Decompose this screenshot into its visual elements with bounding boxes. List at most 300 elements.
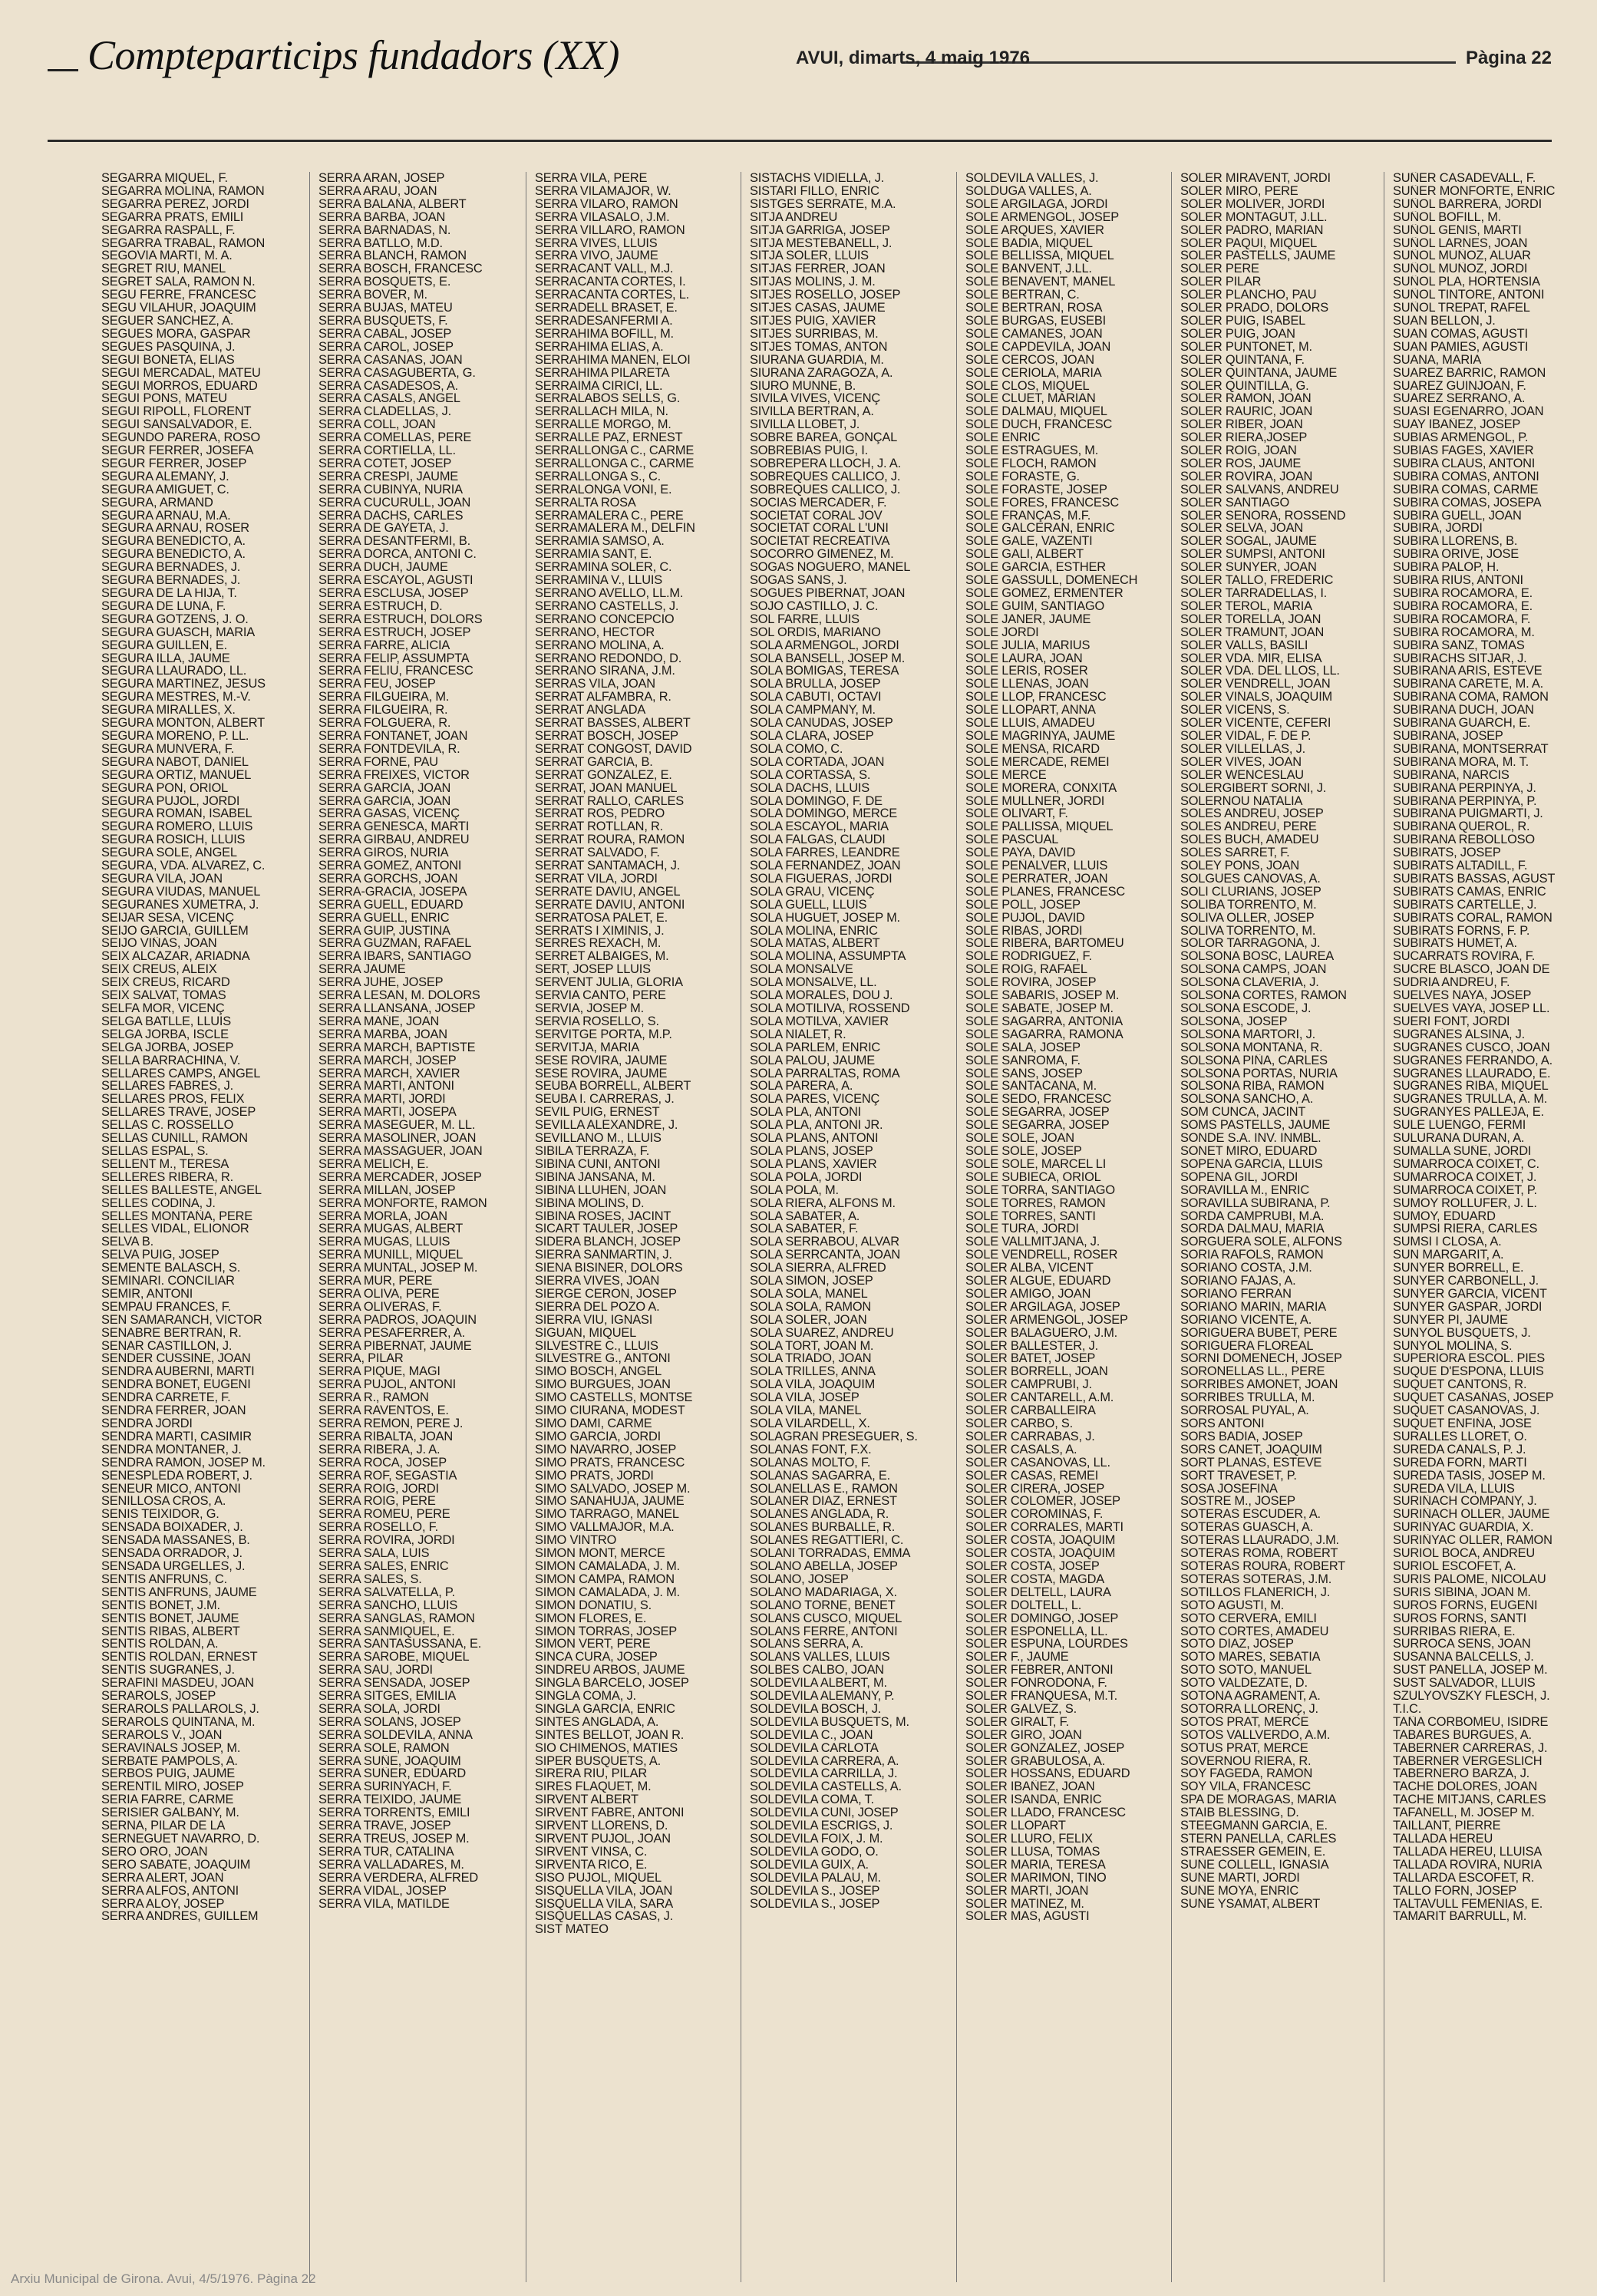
list-item: SERRA VILARO, RAMON (535, 197, 678, 211)
list-item: SOLER PADRO, MARIAN (1180, 223, 1324, 237)
list-item: SEGURA MUNVERA, F. (101, 742, 235, 756)
list-item: SOLEY PONS, JOAN (1180, 859, 1299, 873)
list-item: SOLDEVILA CARRERA, A. (750, 1754, 899, 1768)
list-item: SUBIRA CLAUS, ANTONI (1393, 457, 1536, 470)
list-item: SERVIA, JOSEP M. (535, 1002, 644, 1015)
list-item: SOLER MIRAVENT, JORDI (1180, 172, 1331, 185)
list-item: SOLES SARRET, F. (1180, 846, 1290, 860)
list-item: SOGAS SANS, J. (750, 574, 847, 587)
list-item: SEGURA ALEMANY, J. (101, 470, 229, 483)
list-item: SUGRAÑES ALSINA, J. (1393, 1028, 1525, 1041)
list-item: SUQUET CANTONS, R. (1393, 1378, 1527, 1392)
list-item: SERRA DORCA, ANTONI C. (318, 548, 477, 562)
list-item: SOLA FARRES, LEANDRE (750, 846, 900, 860)
list-item: SERRA OLIVA, PERE (318, 1287, 440, 1301)
list-item: SENDRA MARTI, CASIMIR (101, 1430, 252, 1443)
list-item: SOSTRE M., JOSEP (1180, 1495, 1295, 1509)
list-item: SOTILLOS FLANERICH, J. (1180, 1585, 1331, 1599)
list-item: SOLER SUNYER, JOAN (1180, 561, 1317, 575)
list-item: SERRAT BOSCH, JOSEP (535, 729, 678, 743)
list-item: SISTGES SERRATE, M.A. (750, 197, 896, 211)
list-item: SOTORRA LLORENÇ, J. (1180, 1702, 1318, 1716)
list-item: TAMARIT BARRULL, M. (1393, 1910, 1527, 1924)
list-item: SOL FARRE, LLUIS (750, 612, 860, 626)
list-item: SERRA FILGUEIRA, M. (318, 691, 450, 704)
list-item: SOLANAS FONT, F.X. (750, 1443, 872, 1456)
list-item: SOLA CAMPMANY, M. (750, 704, 876, 718)
list-item: SOLER ARMENGOL, JOSEP (965, 1313, 1128, 1327)
list-item: SEGURA ORTIZ, MANUEL (101, 768, 252, 782)
list-item: SOLDEVILA ALEMANY, P. (750, 1690, 895, 1703)
list-item: SIMO SANAHUJA, JAUME (535, 1495, 685, 1509)
list-item: SERRA JUHE, JOSEP (318, 976, 444, 990)
list-item: SIMON CAMALADA, J. M. (535, 1585, 680, 1599)
list-item: SENILLOSA CROS, A. (101, 1495, 226, 1509)
list-item: SOLA TORT, JOAN M. (750, 1339, 874, 1353)
list-item: SOLA SIERRA, ALFRED (750, 1262, 886, 1275)
list-item: SUROS FORNS, EUGENI (1393, 1598, 1538, 1612)
list-item: SOLER PASTELLS, JAUME (1180, 249, 1336, 263)
list-item: SOLA MONSALVE (750, 963, 853, 977)
list-item: SOLA CANUDAS, JOSEP (750, 717, 893, 730)
list-item: SEIX SALVAT, TOMAS (101, 989, 226, 1002)
list-item: SERRATOSA PALET, E. (535, 911, 668, 925)
list-item: SOLANO, JOSEP (750, 1572, 849, 1586)
list-item: SIMO VINTRO (535, 1534, 617, 1548)
list-item: SUROS FORNS, SANTI (1393, 1611, 1526, 1625)
list-item: SEGURA MARTINEZ, JESUS (101, 678, 266, 691)
list-item: SOLA POLA, M. (750, 1183, 839, 1197)
list-item: SOLANES REGATTIERI, C. (750, 1534, 904, 1548)
list-item: SINTES BELLOT, JOAN R. (535, 1728, 685, 1742)
list-item: SERRA ALERT, JOAN (101, 1871, 224, 1885)
page-title: Compteparticips fundadors (XX) (87, 32, 619, 78)
list-item: SEGUI MORROS, EDUARD (101, 379, 258, 393)
list-item: SOLER ALBA, VICENT (965, 1262, 1094, 1275)
list-item: SERRAMINA V., LLUIS (535, 574, 662, 587)
list-item: SOLE DUCH, FRANCESC (965, 418, 1113, 432)
list-item: SOLE OLIVART, F. (965, 807, 1068, 821)
list-item: SOLA MOTILVA, XAVIER (750, 1014, 889, 1028)
list-item: SERRAT VILA, JORDI (535, 872, 658, 886)
list-item: SERRA MONFORTE, RAMON (318, 1196, 487, 1210)
list-item: SOLANI TORRADAS, EMMA (750, 1547, 911, 1560)
list-item: SERRA MERCADER, JOSEP (318, 1170, 482, 1184)
list-item: SOLA SOLER, JOAN (750, 1313, 867, 1327)
list-item: SOLE SABARIS, JOSEP M. (965, 989, 1120, 1002)
list-item: SENTIS ROLDAN, ERNEST (101, 1651, 258, 1664)
list-item: SEGURA MESTRES, M.-V. (101, 691, 251, 704)
list-item: SESE ROVIRA, JAUME (535, 1054, 668, 1067)
header-rule-left (48, 69, 78, 71)
list-item: SERRAT GARCIA, B. (535, 755, 653, 769)
list-item: SIDERA BLANCH, JOSEP (535, 1235, 681, 1249)
list-item: SOLE LERIS, ROSER (965, 665, 1088, 678)
list-item: SOLE SUBIECA, ORIOL (965, 1170, 1101, 1184)
list-item: SERVIA ROSELLO, S. (535, 1014, 659, 1028)
list-item: SORS BADIA, JOSEP (1180, 1430, 1303, 1443)
list-item: SORIA RAFOLS, RAMON (1180, 1249, 1324, 1262)
list-item: SUCRE BLASCO, JOAN DE (1393, 963, 1550, 977)
list-item: SERRA BUSQUETS, F. (318, 314, 448, 328)
list-item: SOLA FERNANDEZ, JOAN (750, 859, 901, 873)
list-item: SERRAT ALFAMBRA, R. (535, 691, 671, 704)
list-item: SERRA SITGES, EMILIA (318, 1690, 457, 1703)
list-item: SERRA LLANSANA, JOSEP (318, 1002, 476, 1015)
list-item: TACHE DOLORES, JOAN (1393, 1780, 1538, 1794)
list-item: SENDRA JORDI (101, 1417, 193, 1430)
list-item: SERRA FILGUEIRA, R. (318, 704, 448, 718)
list-item: SERRA VILLARO, RAMON (535, 223, 685, 237)
list-item: SOLER WENCESLAU (1180, 768, 1304, 782)
list-item: SIVILLA LLOBET, J. (750, 418, 860, 432)
list-item: SOBREBIAS PUIG, I. (750, 444, 868, 457)
list-item: SOLES ANDREU, PERE (1180, 820, 1317, 834)
list-item: SERRAMINA SOLER, C. (535, 561, 672, 575)
list-item: SEGUR FERRER, JOSEFA (101, 444, 254, 457)
list-item: SOLA NIALET, R. (750, 1028, 846, 1041)
list-item: SOLER COSTA, JOAQUIM (965, 1534, 1116, 1548)
list-item: SIERGE CERON, JOSEP (535, 1287, 677, 1301)
list-item: SERRA MARTI, JORDI (318, 1093, 446, 1107)
list-item: SOLE PEÑALVER, LLUIS (965, 859, 1108, 873)
list-item: SEGARRA RASPALL, F. (101, 223, 236, 237)
list-item: SZULYOVSZKY FLESCH, J. (1393, 1690, 1550, 1703)
list-item: SUBIRANA PUIGMARTI, J. (1393, 807, 1543, 821)
list-item: SOLER RAMON, JOAN (1180, 392, 1312, 406)
list-item: TAILLANT, PIERRE (1393, 1819, 1501, 1833)
list-item: SIRVENT FABRE, ANTONI (535, 1806, 685, 1820)
list-item: SUÑOL LARNES, JOAN (1393, 236, 1528, 250)
list-item: SERAROLS QUINTANA, M. (101, 1715, 256, 1729)
list-item: SOCIETAT CORAL L'UNI (750, 522, 889, 536)
list-item: SOLA VILA, JOSEP (750, 1391, 860, 1405)
list-item: SOLE SALA, JOSEP (965, 1041, 1081, 1054)
list-item: SOLE PERRATER, JOAN (965, 872, 1108, 886)
list-item: SUREDA CANALS, P. J. (1393, 1443, 1526, 1456)
list-item: SERRATE DAVIU, ANGEL (535, 885, 681, 899)
list-item: SILVESTRE C., LLUIS (535, 1339, 658, 1353)
list-item: SERRANO MOLINA, A. (535, 638, 665, 652)
list-item: SOY VILA, FRANCESC (1180, 1780, 1312, 1794)
list-item: SOLA COMO, C. (750, 742, 843, 756)
list-item: SOLE BELLISSA, MIQUEL (965, 249, 1114, 263)
list-item: SOLER SOGAL, JAUME (1180, 535, 1317, 549)
list-item: SORS ANTONI (1180, 1417, 1265, 1430)
list-item: SITJA MESTEBANELL, J. (750, 236, 893, 250)
list-item: SENABRE BERTRAN, R. (101, 1326, 242, 1340)
list-item: SOLGUES CANOVAS, A. (1180, 872, 1321, 886)
list-item: SOCORRO GIMENEZ, M. (750, 548, 894, 562)
list-item: SERRA MUGAS, ALBERT (318, 1222, 464, 1236)
list-item: SUNYOL MOLINA, S. (1393, 1339, 1513, 1353)
list-item: SITJA GARRIGA, JOSEP (750, 223, 890, 237)
list-item: SERRAMIA SANT, E. (535, 548, 652, 562)
list-item: SEGUES MORA, GASPAR (101, 327, 251, 341)
list-item: SUREDA VILA, LLUIS (1393, 1482, 1515, 1496)
list-item: SEUBA I. CARRERAS, J. (535, 1093, 675, 1107)
list-item: SERRA IBARS, SANTIAGO (318, 950, 471, 964)
list-item: SERIA FARRE, CARME (101, 1793, 234, 1807)
list-item: SERRAHIMA MANEN, ELOI (535, 353, 691, 367)
list-item: SERRA COMELLAS, PERE (318, 431, 472, 445)
list-item: SORIANO MARIN, MARIA (1180, 1300, 1326, 1314)
list-item: SOLE SOLE, JOSEP (965, 1144, 1082, 1158)
list-item: SUBIAS FAGES, XAVIER (1393, 444, 1534, 457)
list-item: SOLER MONTAGUT, J.LL. (1180, 210, 1328, 224)
list-item: SERRA SALVATELLA, P. (318, 1585, 455, 1599)
list-item: SERRA VILASALO, J.M. (535, 210, 670, 224)
list-item: SORT PLANAS, ESTEVE (1180, 1456, 1322, 1470)
list-item: SERRA RIBERA, J. A. (318, 1443, 440, 1456)
list-item: SERRA GIROS, NURIA (318, 846, 449, 860)
list-item: SOLE LLOP, FRANCESC (965, 691, 1107, 704)
list-item: SOLER CARRABAS, J. (965, 1430, 1095, 1443)
list-item: SUBIRA GUELL, JOAN (1393, 509, 1522, 523)
list-item: SORONELLAS LL., PERE (1180, 1365, 1325, 1379)
list-item: SERRA ROVIRA, JORDI (318, 1534, 455, 1548)
list-item: SOLE MENSA, RICARD (965, 742, 1100, 756)
list-item: SOLE JULIA, MARIUS (965, 638, 1091, 652)
list-item: SOLDEVILA COMA, T. (750, 1793, 874, 1807)
list-item: SOLER BATET, JOSEP (965, 1352, 1096, 1366)
list-item: SERRAT ROTLLAN, R. (535, 820, 664, 834)
list-item: SERRA REMON, PERE J. (318, 1417, 464, 1430)
list-item: SOLA PALOU, JAUME (750, 1054, 875, 1067)
list-item: SERRA JAUME (318, 963, 406, 977)
list-item: SERRA VIDAL, JOSEP (318, 1884, 447, 1898)
list-item: SOLER QUINTANA, F. (1180, 353, 1305, 367)
list-item: SUERI FONT, JORDI (1393, 1014, 1510, 1028)
list-item: SERAROLS, JOSEP (101, 1690, 216, 1703)
list-item: SERRA ROIG, PERE (318, 1495, 436, 1509)
list-item: SERRA PESAFERRER, A. (318, 1326, 465, 1340)
list-item: SOLER ESPUÑA, LOURDES (965, 1638, 1128, 1651)
list-item: SERRA LESAN, M. DOLORS (318, 989, 480, 1002)
list-item: SOTERAS ESCUDER, A. (1180, 1508, 1321, 1522)
list-item: SORT TRAVESET, P. (1180, 1469, 1297, 1483)
list-item: SOLE BADIA, MIQUEL (965, 236, 1093, 250)
list-item: SEMPAU FRANCES, F. (101, 1300, 232, 1314)
list-item: SOLER MOLIVER, JORDI (1180, 197, 1325, 211)
list-item: SIMO BOSCH, ANGEL (535, 1365, 662, 1379)
list-item: SOLER VENDRELL, JOAN (1180, 678, 1331, 691)
list-item: SERRA R., RAMON (318, 1391, 429, 1405)
list-item: SOLDEVILA FOIX, J. M. (750, 1833, 883, 1846)
list-item: SURIOL ESCOFET, A. (1393, 1559, 1516, 1573)
list-item: SERRAT ROS, PEDRO (535, 807, 665, 821)
list-item: SURIS SIBINA, JOAN M. (1393, 1585, 1531, 1599)
list-item: SELVA PUIG, JOSEP (101, 1249, 219, 1262)
list-item: SOLE GALCERAN, ENRIC (965, 522, 1115, 536)
list-item: SOLER COSTA, MAGDA (965, 1572, 1104, 1586)
list-item: SERRA PADROS, JOAQUIN (318, 1313, 477, 1327)
list-item: SEGARRA TRABAL, RAMON (101, 236, 266, 250)
list-item: SOLSONA RIBA, RAMON (1180, 1080, 1325, 1094)
list-item: SEIJAR SESA, VICENÇ (101, 911, 234, 925)
list-item: SEGURA, ARMAND (101, 496, 213, 510)
list-item: SOLE FRANÇAS, M.F. (965, 509, 1091, 523)
list-item: SEGARRA MOLINA, RAMON (101, 184, 265, 198)
list-item: SOLE PLANES, FRANCESC (965, 885, 1126, 899)
list-item: SORAVILLA SUBIRANA, P. (1180, 1196, 1331, 1210)
list-item: SERRA MARTI, JOSEPA (318, 1106, 457, 1120)
list-item: SUNYER GASPAR, JORDI (1393, 1300, 1543, 1314)
list-item: SERRA COTET, JOSEP (318, 457, 452, 470)
list-item: SENDRA AUBERNI, MARTI (101, 1365, 255, 1379)
list-item: SOLE ESTRAGUES, M. (965, 444, 1099, 457)
list-item: SOTO MARES, SEBATIA (1180, 1651, 1321, 1664)
list-item: SORROSAL PUYAL, A. (1180, 1404, 1309, 1417)
list-item: SOLE JORDI (965, 625, 1039, 639)
list-item: SERRA-GRACIA, JOSEPA (318, 885, 467, 899)
list-item: SOLA SABATER, F. (750, 1222, 859, 1236)
list-item: SINGLA GARCIA, ENRIC (535, 1702, 675, 1716)
list-item: SERAFINI MASDEU, JOAN (101, 1677, 254, 1691)
list-item: SURRIBAS RIERA, E. (1393, 1625, 1516, 1638)
list-item: SERRA BATLLO, M.D. (318, 236, 443, 250)
list-item: SOLE GALE, VAZENTI (965, 535, 1093, 549)
list-item: SEGURA, VDA. ALVAREZ, C. (101, 859, 266, 873)
list-item: SIMO SALVADO, JOSEP M. (535, 1482, 691, 1496)
list-item: TALLADA ROVIRA, NURIA (1393, 1858, 1543, 1872)
list-item: SERRALLONGA C., CARME (535, 457, 695, 470)
list-item: SERRAHIMA ELIAS, A. (535, 340, 664, 354)
list-item: SUELVES VAYA, JOSEP LL. (1393, 1002, 1550, 1015)
list-item: SOLDEVILA BOSCH, J. (750, 1702, 882, 1716)
list-item: SERRA, PILAR (318, 1352, 404, 1366)
list-item: SERVIA CANTO, PERE (535, 989, 666, 1002)
list-item: SEGURA ROMAN, ISABEL (101, 807, 252, 821)
list-item: SOLER VIDAL, F. DE P. (1180, 729, 1312, 743)
list-item: SOLER PRADO, DOLORS (1180, 302, 1328, 315)
list-item: SIVILLA BERTRAN, A. (750, 405, 874, 419)
list-item: SUELVES NAYA, JOSEP (1393, 989, 1532, 1002)
list-item: SENTIS BONET, J.M. (101, 1598, 220, 1612)
list-item: STERN PANELLA, CARLES (1180, 1833, 1337, 1846)
list-item: SOLA MONSALVE, LL. (750, 976, 877, 990)
list-item: SULURANA DURAN, A. (1393, 1132, 1525, 1145)
list-item: SOLSONA, JOSEP (1180, 1014, 1288, 1028)
list-item: SUÑOL TREPAT, RAFEL (1393, 302, 1530, 315)
list-item: SERRA GUELL, ENRIC (318, 911, 450, 925)
list-item: SIGUAN, MIQUEL (535, 1326, 636, 1340)
list-item: SERRA CUCURULL, JOAN (318, 496, 471, 510)
list-item: SERRA CLADELLAS, J. (318, 405, 451, 419)
list-item: SERRA TORRENTS, EMILI (318, 1806, 470, 1820)
list-item: SOLE RODRIGUEZ, F. (965, 950, 1092, 964)
list-item: SOLER CIRERA, JOSEP (965, 1482, 1105, 1496)
list-item: SIVILA VIVES, VICENÇ (750, 392, 880, 406)
list-item: SEGURA BERNADES, J. (101, 574, 241, 587)
list-item: SOLA PARRALTAS, ROMA (750, 1067, 900, 1080)
list-item: SOLE FORASTE, G. (965, 470, 1080, 483)
list-item: SOLER CASALS, A. (965, 1443, 1077, 1456)
list-item: SUBIRANA PERPINYA, J. (1393, 781, 1536, 795)
list-item: SERRA DE GAYETA, J. (318, 522, 449, 536)
list-item: SERRA CRESPI, JAUME (318, 470, 459, 483)
list-item: SERRA ALFOS, ANTONI (101, 1884, 239, 1898)
list-item: SOLDEVILA CASTELLS, A. (750, 1780, 902, 1794)
list-item: SORNI DOMENECH, JOSEP (1180, 1352, 1342, 1366)
list-item: SOLE MERCADE, REMEI (965, 755, 1110, 769)
list-item: SUGRAÑES LLAURADO, E. (1393, 1067, 1551, 1080)
list-item: SERRAT, JOAN MANUEL (535, 781, 678, 795)
list-item: SELLES BALLESTE, ANGEL (101, 1183, 262, 1197)
list-item: SILVESTRE G., ANTONI (535, 1352, 671, 1366)
list-item: SERRA VILA, MATILDE (318, 1897, 450, 1911)
list-item: SEGURA ARNAU, ROSER (101, 522, 249, 536)
list-item: SOLE ENRIC (965, 431, 1041, 445)
list-item: SERRAT SANTAMACH, J. (535, 859, 681, 873)
list-item: SERRA BALAÑA, ALBERT (318, 197, 467, 211)
list-item: SERRA ESTRUCH, DOLORS (318, 612, 483, 626)
list-item: SOLA TRIADO, JOAN (750, 1352, 872, 1366)
list-item: SELLES VIDAL, ELIONOR (101, 1222, 249, 1236)
list-item: SIBINA JANSANA, M. (535, 1170, 655, 1184)
list-item: SERRA MUNILL, MIQUEL (318, 1249, 464, 1262)
list-item: SOLE LLUIS, AMADEU (965, 717, 1095, 730)
list-item: SELFA MOR, VICENÇ (101, 1002, 225, 1015)
list-item: SIRES FLAQUET, M. (535, 1780, 652, 1794)
list-item: SERRA MARCH, BAPTISTE (318, 1041, 476, 1054)
list-item: SUDRIA ANDREU, F. (1393, 976, 1510, 990)
list-item: SERRA CAROL, JOSEP (318, 340, 454, 354)
name-column-5 (965, 172, 1161, 1923)
list-item: SOLE SABATE, JOSEP M. (965, 1002, 1114, 1015)
list-item: SOLER COLOMER, JOSEP (965, 1495, 1120, 1509)
list-item: SERRA MASOLINER, JOAN (318, 1132, 477, 1145)
list-item: SELLES MONTAÑA, PERE (101, 1209, 252, 1223)
list-item: SOLE SAGARRA, RAMONA (965, 1028, 1124, 1041)
column-divider (309, 172, 310, 2282)
list-item: SUQUET CASAÑAS, JOSEP (1393, 1391, 1554, 1405)
list-item: SOLE RIBERA, BARTOMEU (965, 937, 1124, 951)
list-item: SUBIRANA CARETE, M. A. (1393, 678, 1543, 691)
list-item: SOLANO ABELLA, JOSEP (750, 1559, 898, 1573)
list-item: SOTERAS SOTERAS, J.M. (1180, 1572, 1332, 1586)
list-item: SUPERIORA ESCOL. PIES (1393, 1352, 1546, 1366)
list-item: SERRAT BASSES, ALBERT (535, 717, 691, 730)
list-item: SIST MATEO (535, 1923, 609, 1937)
list-item: SERRA SAROBE, MIQUEL (318, 1651, 470, 1664)
list-item: SOLE GASSULL, DOMENECH (965, 574, 1138, 587)
list-item: SERRA SALES, S. (318, 1572, 422, 1586)
list-item: SOLER TORELLA, JOAN (1180, 612, 1321, 626)
list-item: SERRA MARBA, JOAN (318, 1028, 447, 1041)
list-item: SOBREPERA LLOCH, J. A. (750, 457, 901, 470)
list-item: SOLA GUELL, LLUIS (750, 898, 867, 912)
list-item: SUREDA FORN, MARTI (1393, 1456, 1527, 1470)
list-item: SENSADA ORRADOR, J. (101, 1547, 243, 1560)
list-item: SERRAMALERA C., PERE (535, 509, 684, 523)
list-item: SERRALLONGA S., C. (535, 470, 662, 483)
list-item: SOLER VIVES, JOAN (1180, 755, 1302, 769)
list-item: SOLE BURGAS, EUSEBI (965, 314, 1106, 328)
list-item: SEVILLA ALEXANDRE, J. (535, 1119, 678, 1133)
list-item: SOLA MOLINA, ASSUMPTA (750, 950, 906, 964)
list-item: SIMO GARCIA, JORDI (535, 1430, 661, 1443)
list-item: SEGURA GUILLEN, E. (101, 638, 228, 652)
list-item: SOLE FORASTE, JOSEP (965, 483, 1107, 496)
list-item: SOLBES CALBO, JOAN (750, 1664, 884, 1677)
list-item: SOLER BALLESTER, J. (965, 1339, 1098, 1353)
list-item: SOLANELLAS E., RAMON (750, 1482, 898, 1496)
list-item: SUBIRATS FORNS, F. P. (1393, 924, 1530, 938)
list-item: SOLER BALAGUERO, J.M. (965, 1326, 1118, 1340)
list-item: SIERRA VIU, IGNASI (535, 1313, 653, 1327)
list-item: SUBIRANA GUARCH, E. (1393, 717, 1531, 730)
